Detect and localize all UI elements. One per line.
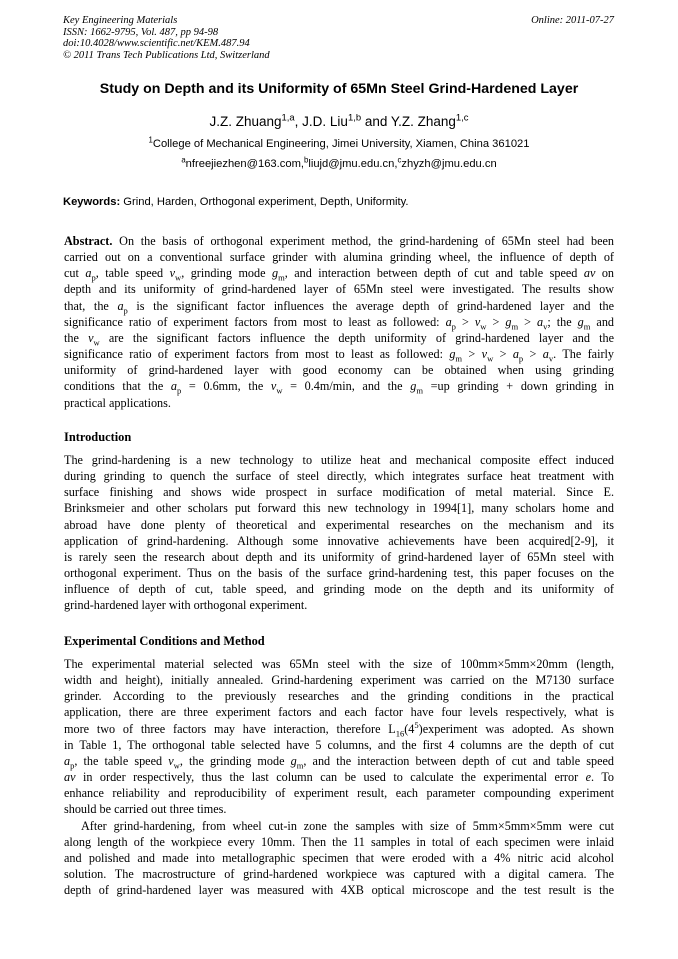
issn-line: ISSN: 1662-9795, Vol. 487, pp 94-98	[63, 26, 219, 38]
abstract-line: carried out on a conventional surface grinder with alumina grinding wheel, the influence of depth of	[64, 250, 614, 265]
method-paragraph	[64, 656, 614, 898]
keywords	[63, 196, 409, 208]
journal-header	[63, 15, 270, 61]
email-link[interactable]: zhyzh@jmu.edu.cn	[401, 158, 497, 170]
abstract-line: uniformity of grind-hardened layer with good economy can be obtained when using grinding	[64, 363, 614, 378]
intro-heading: Introduction	[64, 430, 132, 444]
method-line: The experimental material selected was 65Mn steel with the size of 100mm×5mm×20mm (length,	[64, 657, 614, 671]
author-sup: 1,a	[281, 112, 295, 124]
email-link[interactable]: liujd@jmu.edu.cn,	[308, 158, 398, 170]
intro-line: The grind-hardening is a new technology to utilize heat and mechanical composite effect induced	[64, 453, 614, 467]
intro-line: during grinding to quench the surface of steel directly, which integrates surface heat treatment with	[64, 469, 614, 484]
method-line: width and height), initially annealed. Grind-hardening experiment was carried on the M7130 surface	[64, 673, 614, 688]
keywords-text: Grind, Harden, Orthogonal experiment, Depth, Uniformity.	[120, 196, 409, 208]
method-line: enhance reliability and reproducibility of experiment result, each parameter compounding experiment	[64, 786, 614, 801]
intro-line: Brinksmeier and other scholars put forward this new technology in 1994[1], many scholars home and	[64, 501, 614, 516]
method-line: solution. The macrostructure of grind-hardened workpiece was captured with a digital camera. The	[64, 867, 614, 882]
paper-title: Study on Depth and its Uniformity of 65Mn Steel Grind-Hardened Layer	[99, 81, 579, 97]
method-line: should be carried out three times.	[64, 802, 227, 817]
method-line: $a_p$, the table speed $v_w$, the grinding mode $g_m$, and the interaction between depth of cut and table speed	[64, 753, 615, 771]
author-sup: 1,c	[455, 112, 469, 124]
author-line	[0, 114, 678, 129]
intro-line: surface finishing and shows wide prospect in surface modification of metal material. Since E.	[64, 485, 614, 500]
intro-line: abroad have done plenty of theoretical and experimental researches on the mechanism and its	[64, 517, 614, 532]
method-heading: Experimental Conditions and Method	[64, 634, 265, 648]
abstract-line: depth and its uniformity of grind-hardened layer of 65Mn steel were investigated. The results show	[64, 282, 614, 297]
abstract-label: Abstract.	[64, 234, 113, 248]
copyright-line: © 2011 Trans Tech Publications Ltd, Switzerland	[63, 49, 270, 61]
method-line: and polished and made into metallographic specimen that were eroded with a 4% nitric acid alcohol	[64, 850, 614, 865]
abstract-line: conditions that the $a_p = 0.6mm$, the $v_w = 0.4m/\min$, and the $g_m =up$ grinding + down grinding in	[64, 379, 614, 396]
intro-line: application of grind-hardening. Although some innovative achievements have been acquired[2-9], it	[64, 533, 614, 548]
intro-line: orthogonal experiment. Thus on the basis of the surface grind-hardening test, this paper focuses on the	[64, 566, 614, 581]
author-sup: 1,b	[347, 112, 362, 124]
author-name: Y.Z. Zhang	[390, 114, 456, 129]
affiliation	[0, 135, 678, 150]
intro-line: influence of depth of cut, table speed, and grinding mode on the depth and its uniformity of	[64, 582, 614, 597]
abstract-line: Abstract. On the basis of orthogonal experiment method, the grind-hardening of 65Mn steel had been	[64, 234, 614, 248]
method-line: depth of grind-hardened layer was measured with 4XB optical microscope and the test result is the	[64, 883, 614, 898]
author-name: J.D. Liu	[302, 114, 348, 129]
intro-paragraph	[64, 452, 614, 614]
method-line: grinder. According to the previously researches and the grinding conditions in the practical	[64, 689, 614, 704]
abstract-line: cut $a_p$, table speed $v_w$, grinding mode $g_m$, and interaction between depth of cut and table speed av on	[64, 266, 615, 283]
email-link[interactable]: nfreejiezhen@163.com,	[185, 158, 304, 170]
email-sup: a	[181, 155, 186, 165]
abstract-line: the $v_w$ are the significant factors influence the depth uniformity of grind-hardened layer and the	[64, 330, 615, 348]
keywords-label: Keywords:	[63, 196, 121, 208]
affiliation-text: College of Mechanical Engineering, Jimei University, Xiamen, China 361021	[152, 138, 530, 150]
email-line	[0, 155, 678, 170]
affiliation-sup: 1	[148, 135, 153, 145]
journal-name: Key Engineering Materials	[63, 15, 178, 26]
email-sup: b	[304, 155, 309, 165]
abstract	[64, 233, 614, 411]
method-line: along length of the workpiece every 10mm. Then the 11 samples in total of each specimen were inlaid	[64, 834, 614, 849]
abstract-line: that, the $a_p$ is the significant factor influences the average depth of grind-hardened layer and the	[64, 298, 614, 316]
abstract-line: practical applications.	[64, 395, 171, 410]
author-name: J.Z. Zhuang	[209, 114, 282, 129]
method-line: more two of three factors may have interaction, therefore $L_{16}(4^5)experiment$ was adopted. As shown	[64, 719, 615, 739]
online-date: Online: 2011-07-27	[531, 15, 614, 26]
doi-line: doi:10.4028/www.scientific.net/KEM.487.94	[63, 38, 250, 49]
intro-line: is rarely seen the research about depth and its uniformity of grind-hardened layer of 65Mn steel with	[64, 549, 614, 564]
author-sep: and	[361, 114, 391, 129]
abstract-line: significance ratio of experiment factors from most to least as followed: $a_p > v_w > g_m > a_v$; the $g_m$ and	[64, 314, 615, 332]
method-line: in Table 1, The orthogonal table selected have 5 columns, and the first 4 columns are the depth of cut	[64, 737, 614, 752]
abstract-line: significance ratio of experiment factors from most to least as followed: $g_m > v_w > a_p > a_v$. The fairly	[64, 347, 615, 364]
author-sep: ,	[294, 114, 303, 129]
method-line: After grind-hardening, from wheel cut-in zone the samples with size of 5mm×5mm×5mm were cut	[81, 818, 614, 833]
method-line: av in order respectively, thus the last column can be used to calculate the experimental error e. To	[64, 770, 615, 785]
method-line: application, there are three experiment factors and each factor have four levels respectively, what is	[64, 705, 614, 720]
intro-line: grind-hardened layer with orthogonal experiment.	[64, 598, 308, 613]
email-sup: c	[397, 155, 402, 165]
